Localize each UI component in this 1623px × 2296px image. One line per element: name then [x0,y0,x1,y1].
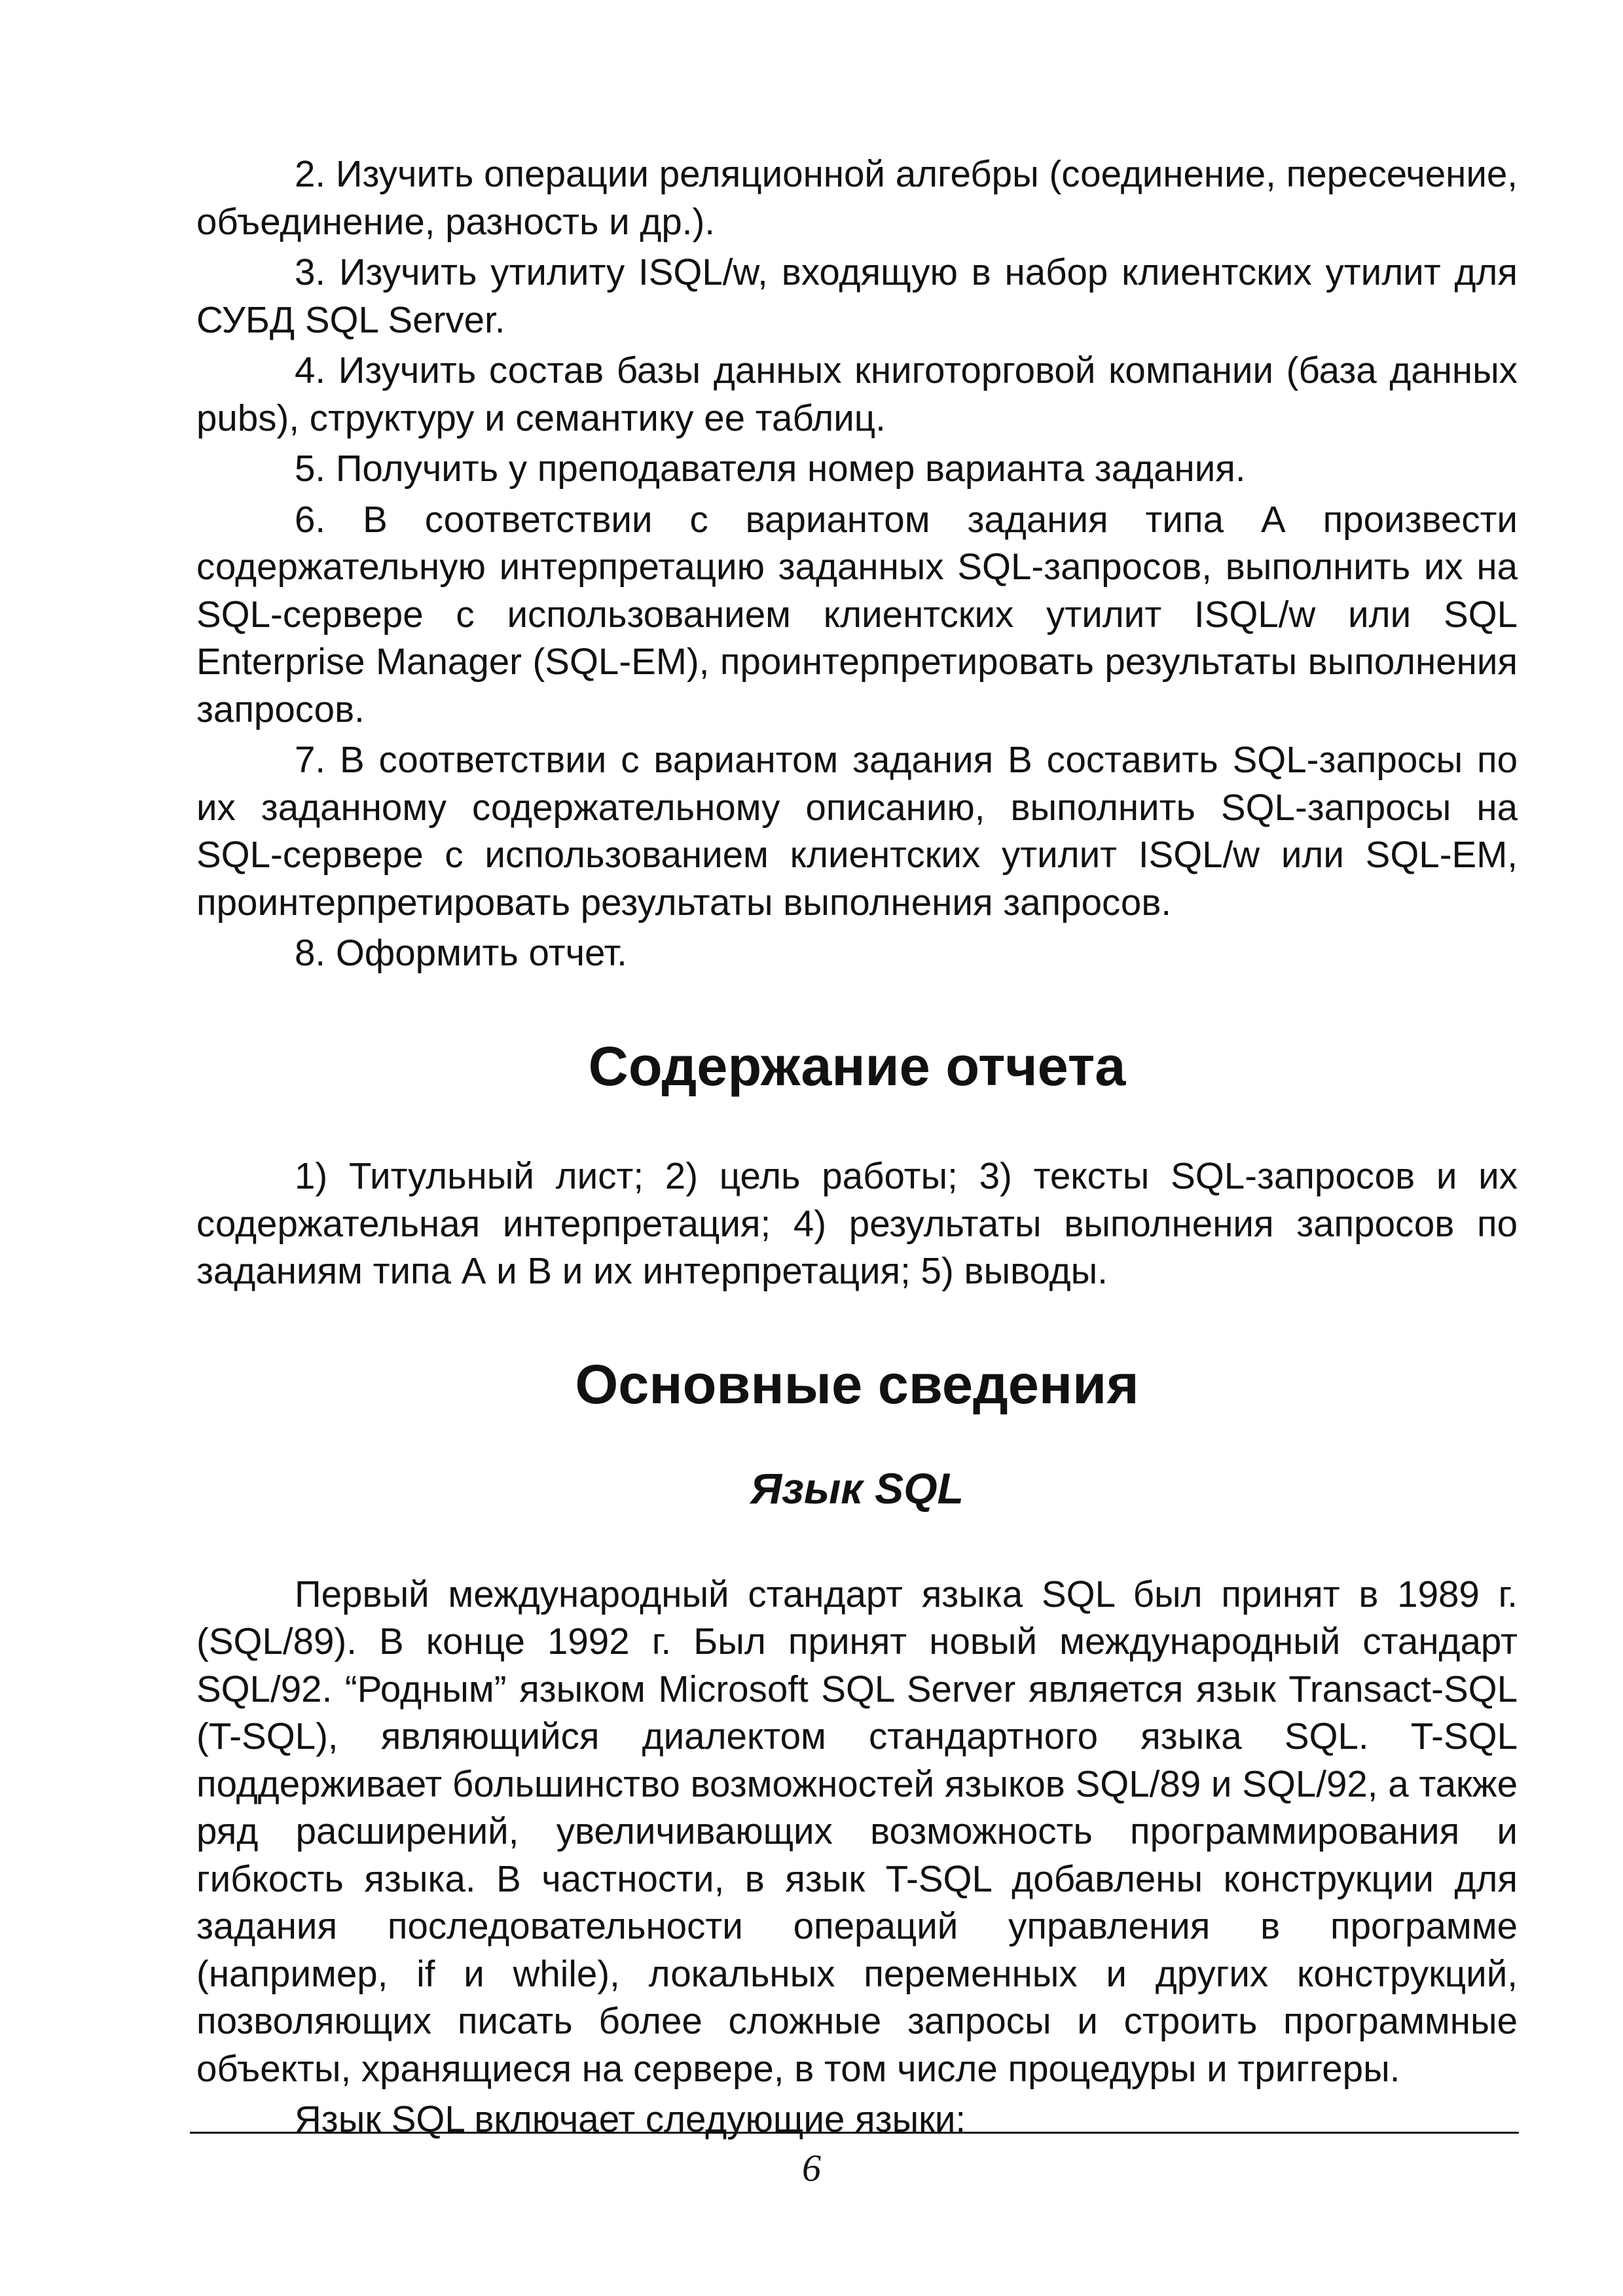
task-item-2: 2. Изучить операции реляционной алгебры (соединение, пересечение, объединение, разность и др.). [196,153,1518,242]
task-item-3: 3. Изучить утилиту ISQL/w, входящую в набор клиентских утилит для СУБД SQL Server. [196,251,1518,340]
task-item-7: 7. В соответствии с вариантом задания В составить SQL-запросы по их заданному содержательному описанию, выполнить SQL-запросы на SQL-сервере с использованием клиентских утилит ISQL/w или SQL-EM, проинтерпретировать результаты выполнения запросов. [196,739,1518,923]
report-contents: 1) Титульный лист; 2) цель работы; 3) тексты SQL-запросов и их содержательная интерпретация; 4) результаты выполнения запросов по заданиям типа А и В и их интерпретация; 5) выводы. [196,1155,1518,1291]
sql-languages-paragraph: Язык SQL включает следующие языки: [295,2098,966,2140]
report-heading: Содержание отчета [588,1034,1126,1097]
page-body [196,151,1518,2144]
task-item-5: 5. Получить у преподавателя номер варианта задания. [295,448,1246,489]
task-item-8: 8. Оформить отчет. [295,932,627,973]
footer-divider [190,2132,1519,2134]
page-number: 6 [802,2147,821,2189]
sql-intro-paragraph: Первый международный стандарт языка SQL был принят в 1989 г. (SQL/89). В конце 1992 г. Был принят новый международный стандарт SQL/92. “Родным” языком Microsoft SQL Server является язык Transact-SQL (T-SQL), являющийся диалектом стандартного языка SQL. T-SQL поддерживает большинство возможностей языков SQL/89 и SQL/92, а также ряд расширений, увеличивающих возможность программирования и гибкость языка. В частности, в язык T-SQL добавлены конструкции для задания последовательности операций управления в программе (например, if и while), локальных переменных и других конструкций, позволяющих писать более сложные запросы и строить программные объекты, хранящиеся на сервере, в том числе процедуры и триггеры. [196,1573,1518,2089]
task-item-4: 4. Изучить состав базы данных книготорговой компании (база данных pubs), структуру и семантику ее таблиц. [196,350,1518,439]
basics-heading: Основные сведения [575,1352,1139,1415]
sql-subheading: Язык SQL [750,1465,964,1513]
task-item-6: 6. В соответствии с вариантом задания типа А произвести содержательную интерпретацию заданных SQL-запросов, выполнить их на SQL-сервере с использованием клиентских утилит ISQL/w или SQL Enterprise Manager (SQL-EM), проинтерпретировать результаты выполнения запросов. [196,498,1518,730]
